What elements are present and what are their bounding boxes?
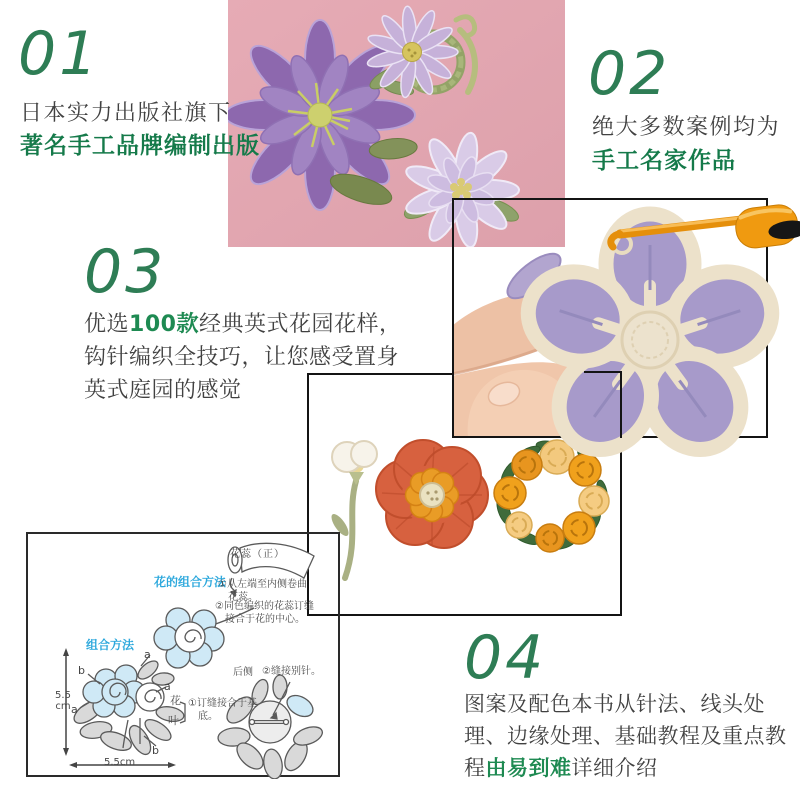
base-step-text: ①订缝接合于基底。 — [188, 698, 257, 722]
point-4-number: 04 — [464, 623, 547, 693]
pin-step-text: ②缝接别针。 — [262, 666, 321, 677]
five-petal-motif — [517, 214, 784, 466]
bouquet-sketch — [70, 658, 185, 758]
strip-label: 花蕊（正） — [230, 549, 285, 560]
assembly-label: 组合方法 — [86, 638, 135, 652]
point-4-highlight: 由易到难 — [485, 756, 572, 780]
point-1-line-1: 日本实力出版社旗下 — [20, 101, 232, 126]
horizontal-dimension-label: 5.5cm — [104, 757, 136, 768]
point-2-line-2: 手工名家作品 — [592, 148, 736, 174]
petal-letter: b — [152, 744, 159, 757]
petal-letter: a — [71, 703, 78, 716]
back-side-label: 后侧 — [233, 667, 253, 678]
hook-handle — [734, 202, 800, 250]
point-4-text: 详细介绍 — [571, 756, 658, 780]
step-2-text: ②同色编织的花蕊订缝接合于花的中心。 — [215, 601, 314, 625]
flower-assembly-label: 花的组合方法 — [154, 575, 227, 589]
leaf-label: 叶 — [168, 714, 179, 727]
diagram-sketch — [28, 534, 342, 779]
point-4-paragraph — [464, 688, 800, 784]
box-border-stub — [584, 371, 622, 373]
petal-letter: a — [164, 680, 171, 693]
point-4-text: 图案及配色本书从针法、线头处理、边缘处理、基础教程及重点教程 — [464, 692, 787, 780]
point-3-text: 优选 — [84, 312, 130, 337]
point-3-highlight: 100款 — [129, 312, 199, 337]
crochet-motif-and-hook — [452, 198, 800, 466]
point-1-number: 01 — [18, 19, 101, 89]
point-2-number: 02 — [588, 39, 671, 109]
point-1-line-2: 著名手工品牌编制出版 — [20, 133, 260, 159]
point-3-paragraph — [84, 308, 420, 407]
petal-letter: a — [144, 648, 151, 661]
vertical-dimension-label: 5.5 cm — [55, 690, 71, 712]
point-2-line-1: 绝大多数案例均为 — [592, 115, 781, 140]
assembly-diagram — [26, 532, 340, 777]
step-1-text: ①从左端至内侧卷曲花蕊。 — [218, 579, 307, 603]
point-3-number: 03 — [84, 237, 167, 307]
petal-letter: b — [78, 664, 85, 677]
box-border-stub — [620, 371, 622, 438]
back-view-sketch — [217, 675, 325, 779]
flower-label: 花 — [170, 694, 181, 707]
point-3-text: 经典英式花园花样，钩针编织全技巧，让您感受置身英式庭园的感觉 — [84, 312, 402, 403]
blue-rose-sketch — [154, 608, 224, 668]
